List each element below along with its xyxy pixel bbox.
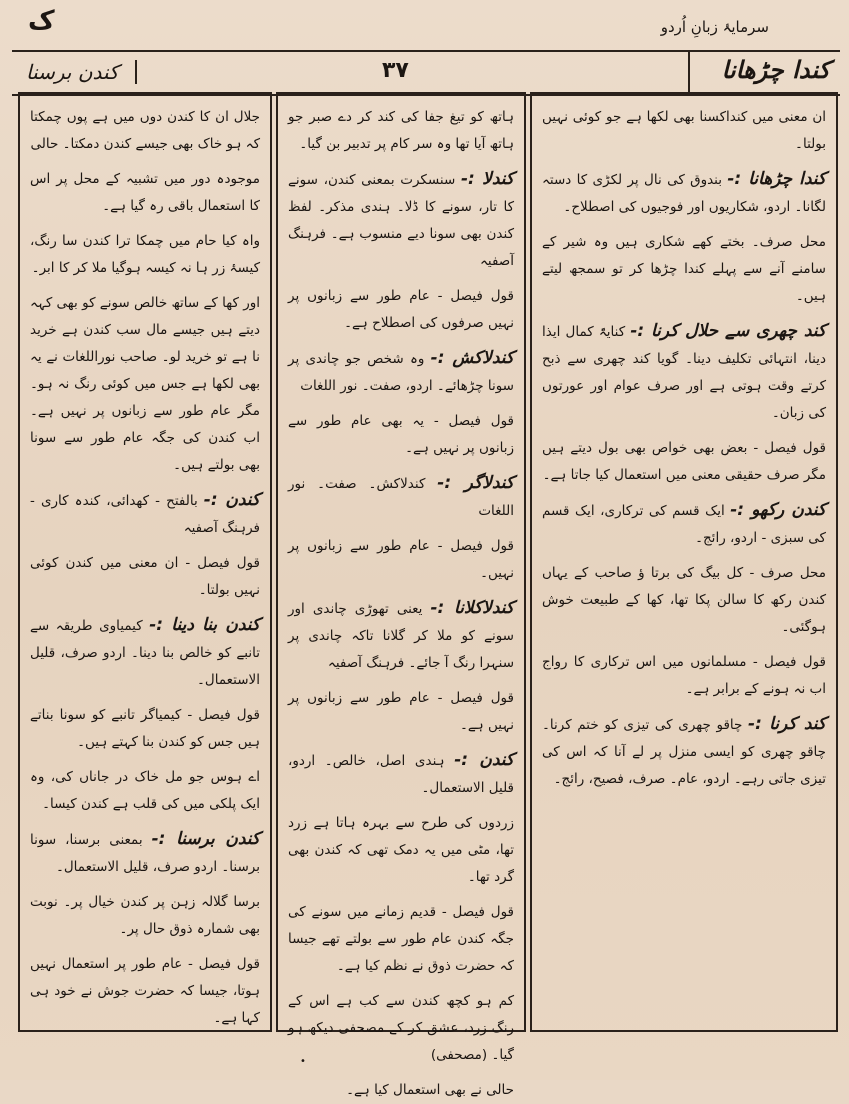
entry-text: قول فیصل - عام طور سے زبانوں پر نہیں صرفوں کی اصطلاح ہے۔ [288, 288, 514, 331]
header-left-word: کندن برسنا [20, 60, 137, 84]
entry-headword: کندلاکش :- [430, 348, 514, 368]
entry-text: حالی نے بھی استعمال کیا ہے۔ [346, 1082, 514, 1098]
entry-text: واہ کیا حام میں چمکا ترا کندن سا رنگ، کیسۂ زر ہا نہ کیسہ ہوگیا ملا کر کا ابر۔ [30, 233, 260, 276]
entry-text: قول فیصل - کیمیاگر تانبے کو سونا بناتے ہیں جس کو کندن بنا کہتے ہیں۔ [30, 707, 260, 750]
series-title: سرمایۂ زبانِ اُردو [660, 18, 769, 36]
entry-text: قول فیصل - مسلمانوں میں اس ترکاری کا رواج اب نہ ہونے کے برابر ہے۔ [542, 654, 826, 697]
entry-text: قول فیصل - یہ بھی عام طور سے زبانوں پر نہیں ہے۔ [288, 413, 514, 456]
entry-text: زردوں کی طرح سے بہرہ ہاتا ہے زرد تھا، مٹی میں یہ دمک تھی کہ کندن بھی گرد تھا۔ [288, 815, 514, 885]
entry-text: قول فیصل - عام طور سے زبانوں پر نہیں ہے۔ [288, 690, 514, 733]
entry-text: موجودہ دور میں تشبیہ کے محل پر اس کا استعمال باقی رہ گیا ہے۔ [30, 171, 260, 214]
entry-headword: کندن رکھو :- [730, 500, 826, 520]
entry-text: جلال ان کا کندن دوں میں ہے پوں چمکتا کہ ہو خاک بھی جیسے کندن دمکتا۔ حالی [30, 109, 260, 152]
entry-headword: کندا چڑھانا :- [727, 169, 826, 189]
entry-headword: کندن بنا دینا :- [149, 615, 260, 635]
entry-headword: کند کرنا :- [748, 714, 826, 734]
entry-text: کم ہو کچھ کندن سے کب ہے اس کے رنگ زرد، عشق کر کے مصحفی دیکھ ہو گیا۔ (مصحفی) [288, 993, 514, 1063]
entry-headword: کندن :- [454, 750, 515, 770]
header-right-word: کندا چڑھانا [721, 56, 830, 84]
entry-text: کندن :- ہندی اصل، خالص۔ اردو، قلیل الاستعمال۔ [288, 750, 515, 796]
entry-headword: کند چھری سے حلال کرنا :- [630, 321, 826, 341]
page-number: ۳۷ [382, 58, 409, 83]
entry-headword: کندلاکلانا :- [430, 598, 514, 618]
column-right [530, 92, 838, 1032]
entry-text: کندن بنا دینا :- کیمیاوی طریقہ سے تانبے کو خالص بنا دینا۔ اردو صرف، قلیل الاستعمال۔ [30, 615, 260, 688]
entry-text: کندلاکش :- وہ شخص جو چاندی پر سونا چڑھائے۔ اردو، صفت۔ نور اللغات [288, 348, 514, 394]
entry-text: قول فیصل - عام طور سے زبانوں پر نہیں۔ [288, 538, 514, 581]
entry-headword: کندلاگر :- [437, 473, 514, 493]
entry-text: کندن رکھو :- ایک قسم کی ترکاری، ایک قسم کی سبزی - اردو، رائج۔ [542, 500, 826, 546]
page-header [12, 50, 840, 96]
entry-text: کندلاگر :- کندلاکش۔ صفت۔ نور اللغات [288, 473, 514, 519]
entry-text: کندلاکلانا :- یعنی تھوڑی چاندی اور سونے کو ملا کر گلانا تاکہ چاندی پر سنہرا رنگ آ جائے۔ فرہنگ آصفیہ [288, 598, 514, 671]
entry-text: محل صرف۔ بختے کھے شکاری ہیں وہ شیر کے سامنے آنے سے پہلے کندا چڑھا کر تو سمجھ لیتے ہیں۔ [542, 234, 826, 304]
column-left [18, 92, 272, 1032]
entry-text: ہاتھ کو تیغ جفا کی کند کر دے صبر جو ہاتھ آیا تھا وہ سر کام پر تدبیر بن گیا۔ [288, 109, 514, 152]
entry-text: کند کرنا :- چاقو چھری کی تیزی کو ختم کرنا۔ چاقو چھری کو ایسی منزل پر لے آنا کہ اس کی تیزی جاتی رہے۔ اردو، عام۔ صرف، فصیح، رائج۔ [542, 714, 826, 787]
entry-headword: کندن برسنا :- [151, 829, 260, 849]
entry-text: اے ہوس جو مل خاک در جاناں کی، وہ ایک پلکی میں کی قلب ہے کندن کیسا۔ [30, 769, 260, 812]
entry-headword: کندن :- [203, 490, 260, 510]
corner-letter: ک [28, 6, 55, 36]
entry-text: کند چھری سے حلال کرنا :- کنایۃً کمال ایذا دینا، انتہائی تکلیف دینا۔ گویا کند چھری سے ذبح کرتے وقت ہوتی ہے اور صرف عوام اور عورتوں کی زبان۔ [542, 321, 826, 421]
entry-text: قول فیصل - عام طور پر استعمال نہیں ہوتا، جیسا کہ حضرت جوش نے خود ہی کہا ہے۔ [30, 956, 260, 1026]
entry-text: محل صرف - کل بیگ کی برتا ؤ صاحب کے یہاں کندن رکھ کا سالن پکا تھا، کھا کے طبیعت خوش ہوگئی۔ [542, 565, 826, 635]
header-divider [688, 52, 690, 94]
entry-text: برسا گلالہ زہن پر کندن خیال پر۔ نوبت بھی شمارہ ذوق حال پر۔ [30, 894, 260, 937]
entry-text: ان معنی میں کنداکسنا بھی لکھا ہے جو کوئی نہیں بولتا۔ [542, 109, 826, 152]
entry-text: کندلا :- سنسکرت بمعنی کندن، سونے کا تار، سونے کا ڈلا۔ ہندی مذکر۔ لفظ کندن بھی سونا دیے منسوب ہے۔ فرہنگ آصفیہ [288, 169, 514, 269]
entry-text: کندا چڑھانا :- بندوق کی نال پر لکڑی کا دستہ لگانا۔ اردو، شکاریوں اور فوجیوں کی اصطلاح۔ [542, 169, 826, 215]
entry-text: قول فیصل - قدیم زمانے میں سونے کی جگہ کندن عام طور سے بولتے تھے جیسا کہ حضرت ذوق نے نظم کیا ہے۔ [288, 904, 514, 974]
print-speck: • [300, 1056, 306, 1067]
entry-headword: کندلا :- [460, 169, 514, 189]
entry-text: کندن برسنا :- بمعنی برسنا، سونا برسنا۔ اردو صرف، قلیل الاستعمال۔ [30, 829, 260, 875]
entry-text: اور کھا کے ساتھ خالص سونے کو بھی کہہ دیتے ہیں جیسے مال سب کندن ہے خرید نا ہے تو خرید لو۔ صاحب نوراللغات نے یہ بھی لکھا ہے جس میں کوئی رنگ نہ ہو۔ مگر عام طور سے زبانوں پر نہیں ہے۔ اب کندن کی جگہ عام طور سے سونا بھی بولتے ہیں۔ [30, 295, 260, 473]
entry-text: کندن :- بالفتح - کھدائی، کندہ کاری - فرہنگ آصفیہ [30, 490, 260, 536]
entry-text: قول فیصل - ان معنی میں کندن کوئی نہیں بولتا۔ [30, 555, 260, 598]
entry-text: قول فیصل - بعض بھی خواص بھی بول دیتے ہیں مگر صرف حقیقی معنی میں استعمال کیا جاتا ہے۔ [542, 440, 826, 483]
column-middle [276, 92, 526, 1098]
